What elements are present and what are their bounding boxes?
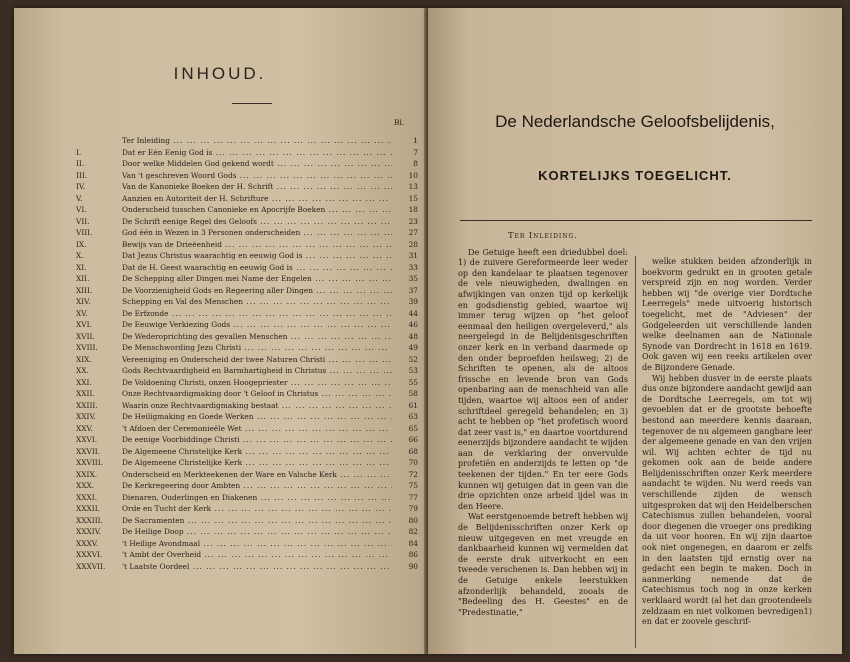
toc-page: 61 bbox=[408, 400, 418, 410]
toc-num: XXII. bbox=[76, 389, 95, 398]
toc-num: XXXIV. bbox=[76, 527, 102, 536]
toc-row bbox=[76, 296, 418, 308]
toc-title: De Algemeene Christelijke Kerk ... . bbox=[122, 446, 392, 458]
toc-row bbox=[76, 170, 418, 182]
toc-num: XXVI. bbox=[76, 435, 98, 444]
toc-row bbox=[76, 158, 418, 170]
toc-num: XXXII. bbox=[76, 504, 100, 513]
toc-title: De Voldoening Christi, onzen Hoogepriester ... . bbox=[122, 377, 392, 389]
toc-title: God één in Wezen in 3 Personen onderscheiden ... . bbox=[122, 227, 392, 239]
page-subtitle: KORTELIJKS TOEGELICHT. bbox=[538, 168, 732, 183]
toc-row bbox=[76, 273, 418, 285]
toc-row bbox=[76, 354, 418, 366]
toc-title: Gods Rechtvaardigheid en Barmhartigheid in Christus ... . bbox=[122, 365, 392, 377]
toc-page: 39 bbox=[408, 297, 418, 306]
toc-row bbox=[76, 561, 418, 573]
toc-row bbox=[76, 526, 418, 538]
toc-title: De Sacramenten ... . bbox=[122, 515, 392, 527]
header-rule bbox=[460, 220, 812, 221]
right-page bbox=[428, 8, 842, 654]
toc-page: 72 bbox=[408, 469, 418, 479]
toc-row bbox=[76, 216, 418, 228]
toc-num: IV. bbox=[76, 182, 86, 191]
toc-title: De Kerkregeering door Ambten ... . bbox=[122, 480, 392, 492]
toc-title: 't Ambt der Overheid ... . bbox=[122, 549, 392, 561]
toc-row bbox=[76, 538, 418, 550]
toc-title: Bewijs van de Drieëenheid ... . bbox=[122, 239, 392, 251]
section-heading: Ter Inleiding. bbox=[508, 230, 578, 240]
toc-title: Waarin onze Rechtvaardigmaking bestaat ... . bbox=[122, 400, 392, 412]
toc-title: Door welke Middelen God gekend wordt ... . bbox=[122, 158, 392, 170]
toc-num: XII. bbox=[76, 274, 90, 283]
toc-title: Van 't geschreven Woord Gods ... . bbox=[122, 170, 392, 182]
toc-row bbox=[76, 549, 418, 561]
toc-title: De Menschwording Jezu Christi ... . bbox=[122, 342, 392, 354]
page-title: De Nederlandsche Geloofsbelijdenis, bbox=[495, 112, 775, 131]
toc-title: Onderscheid tusschen Canonieke en Apocrijfe Boeken ... . bbox=[122, 204, 392, 216]
toc-page: 82 bbox=[408, 527, 418, 536]
toc-row bbox=[76, 503, 418, 515]
toc-num: XXXI. bbox=[76, 492, 98, 502]
toc-num: I. bbox=[76, 147, 82, 157]
toc-page: 10 bbox=[408, 170, 418, 180]
toc-row bbox=[76, 515, 418, 527]
toc-row bbox=[76, 193, 418, 205]
toc-title: Van de Kanonieke Boeken der H. Schrift ... . bbox=[122, 181, 392, 193]
toc-row bbox=[76, 457, 418, 469]
toc-num: VI. bbox=[76, 205, 87, 214]
toc-page: 48 bbox=[408, 331, 418, 341]
column-divider bbox=[635, 256, 636, 648]
toc-page: 31 bbox=[408, 251, 418, 260]
toc-num: XXIV. bbox=[76, 412, 96, 421]
toc-row bbox=[76, 181, 418, 193]
toc-page: 66 bbox=[408, 435, 418, 444]
toc-num: XIX. bbox=[76, 354, 92, 364]
toc-row bbox=[76, 308, 418, 320]
toc-num: XXV. bbox=[76, 423, 93, 433]
toc-page: 49 bbox=[408, 343, 418, 352]
toc-title: Vereeniging en Onderscheid der twee Naturen Christi ... . bbox=[122, 354, 392, 366]
toc-page: 86 bbox=[408, 550, 418, 559]
toc-num: XVI. bbox=[76, 320, 92, 329]
toc-num: III. bbox=[76, 170, 88, 180]
toc-row bbox=[76, 204, 418, 216]
toc-page: 52 bbox=[408, 354, 418, 364]
toc-row bbox=[76, 227, 418, 239]
toc-title: De Schrift eenige Regel des Geloofs ... . bbox=[122, 216, 392, 228]
toc-num: V. bbox=[76, 193, 83, 203]
toc-row bbox=[76, 446, 418, 458]
toc-page: 13 bbox=[408, 182, 418, 191]
toc-page: 33 bbox=[408, 262, 418, 272]
toc-title: INHOUD. bbox=[173, 64, 267, 83]
toc-page: 75 bbox=[408, 481, 418, 490]
toc-num: VII. bbox=[76, 216, 90, 226]
toc-page: 1 bbox=[413, 136, 418, 145]
toc-row bbox=[76, 388, 418, 400]
toc-num: XXI. bbox=[76, 377, 92, 387]
toc-row bbox=[76, 135, 418, 147]
toc-title: Schepping en Val des Menschen ... . bbox=[122, 296, 392, 308]
toc-row bbox=[76, 469, 418, 481]
toc-num: XVIII. bbox=[76, 343, 98, 352]
toc-page: 53 bbox=[408, 366, 418, 375]
toc-title: Dat er Eén Eenig God is ... . bbox=[122, 147, 392, 159]
toc-num: XXXVII. bbox=[76, 561, 106, 571]
toc-page: 23 bbox=[408, 216, 418, 226]
toc-title: Ter Inleiding ... . bbox=[122, 135, 392, 147]
toc-page: 27 bbox=[408, 228, 418, 237]
table-of-contents bbox=[76, 135, 418, 572]
toc-row bbox=[76, 342, 418, 354]
toc-row bbox=[76, 319, 418, 331]
toc-page: 44 bbox=[408, 308, 418, 318]
paragraph: welke stukken beiden afzonderlijk in boekvorm gedrukt en in grooten getale verspreid zijn en nog worden. Verder hebben wij "de overige vier Dordtsche Leerregels" mede uitvoerig historisch toegelicht, met de "Adviesen" der Godgeleerden uit verschillende landen welke deelnamen aan de Nationale Synode van Dordrecht in 1618 en 1619. Ook gaven wij een reeks artikelen over de Bijzondere Genade. bbox=[642, 256, 812, 372]
left-page bbox=[14, 8, 426, 654]
toc-row bbox=[76, 365, 418, 377]
toc-page: 84 bbox=[408, 538, 418, 548]
toc-title: 't Heilige Avondmaal ... . bbox=[122, 538, 392, 550]
toc-row bbox=[76, 492, 418, 504]
toc-title: De Wederoprichting des gevallen Menschen ... . bbox=[122, 331, 392, 343]
text-column-right bbox=[642, 256, 812, 627]
toc-num: IX. bbox=[76, 239, 87, 249]
toc-num: XXX. bbox=[76, 481, 95, 490]
toc-title: De Heilige Doop ... . bbox=[122, 526, 392, 538]
toc-num: XX. bbox=[76, 366, 89, 375]
toc-page: 79 bbox=[408, 504, 418, 513]
toc-page: 68 bbox=[408, 446, 418, 456]
toc-num: XV. bbox=[76, 308, 88, 318]
toc-row bbox=[76, 262, 418, 274]
toc-page: 90 bbox=[408, 561, 418, 571]
page-column-header: Bl. bbox=[394, 118, 405, 127]
toc-title: De Schepping aller Dingen mei Name der Engelen ... . bbox=[122, 273, 392, 285]
toc-row bbox=[76, 250, 418, 262]
toc-title: De Heiligmaking en Goede Werken ... . bbox=[122, 411, 392, 423]
toc-page: 77 bbox=[408, 492, 418, 502]
toc-page: 8 bbox=[413, 159, 418, 168]
toc-title: De Erfzonde ... . bbox=[122, 308, 392, 320]
toc-page: 55 bbox=[408, 377, 418, 387]
toc-title: De Eeuwige Verkiezing Gods ... . bbox=[122, 319, 392, 331]
toc-title: 't Laatste Oordeel ... . bbox=[122, 561, 392, 573]
toc-num: XXVII. bbox=[76, 446, 101, 456]
toc-num: XXXVI. bbox=[76, 550, 103, 559]
title-rule bbox=[232, 103, 272, 104]
toc-title: Onze Rechtvaardigmaking door 't Geloof in Christus ... . bbox=[122, 388, 392, 400]
toc-num: XI. bbox=[76, 262, 87, 272]
toc-title: Orde en Tucht der Kerk ... . bbox=[122, 503, 392, 515]
toc-num: XVII. bbox=[76, 331, 95, 341]
toc-page: 7 bbox=[413, 147, 418, 157]
toc-num: XXIX. bbox=[76, 469, 98, 479]
toc-row bbox=[76, 239, 418, 251]
toc-row bbox=[76, 411, 418, 423]
toc-page: 80 bbox=[408, 515, 418, 525]
toc-page: 18 bbox=[408, 205, 418, 214]
toc-page: 35 bbox=[408, 274, 418, 283]
paragraph: Wat eerstgenoemde betreft hebben wij de Belijdenisschriften onzer Kerk op nieuw uitgegeven en met vreugde en dankbaarheid kunnen wij vermelden dat de eerste druk uitverkocht en een tweede verschenen is. Dan hebben wij in de Getuige enkele leerstukken afzonderlijk behandeld, zooals de "Bedeeling des H. Geestes" en de "Predestinatie," bbox=[458, 511, 628, 617]
toc-row bbox=[76, 147, 418, 159]
toc-title: Aanzien en Autoriteit der H. Schrifture ... . bbox=[122, 193, 392, 205]
toc-num: XXIII. bbox=[76, 400, 98, 410]
toc-num: VIII. bbox=[76, 228, 93, 237]
toc-title: Onderscheid en Merkteekenen der Ware en Valsche Kerk ... . bbox=[122, 469, 392, 481]
toc-title: Dat de H. Geest waarachtig en eeuwig God is ... . bbox=[122, 262, 392, 274]
toc-title: Dat Jezus Christus waarachtig en eeuwig God is ... . bbox=[122, 250, 392, 262]
toc-num: XIV. bbox=[76, 297, 91, 306]
toc-row bbox=[76, 423, 418, 435]
toc-num: XIII. bbox=[76, 285, 93, 295]
toc-row bbox=[76, 331, 418, 343]
paragraph: Wij hebben dusver in de eerste plaats dus onze bijzondere aandacht gewijd aan de Dordtsche Leerregels, om tot wij gevoeblen dat er de grootste behoefte bestond aan meerdere kennis daaraan, tegenover de nu algemeen gangbare leer der algemeene genade en van den vrijen wil. Wij achten echter de tijd nu gekomen ook aan de beide andere Belijdenisschriften onzer Kerk meerdere aandacht te wijden. Nu werd reeds van verschillende zijden de wensch uitgesproken dat wij den Heidelberschen Catechismus zullen behandelen, vooral door diegenen die vroeger ons prediking da uit voor hooren. En wij zijn daartoe ook niet ongenegen, en daarom er zelfs in den laatsten tijd ernstig over na gedacht een begin te maken. Doch in aanmerking nemende dat de Catechismus toch nog in onze kerken verklaard wordt (al het dan grootendeels zeldzaam en niet volkomen bevredigen1) en dat er zoovele geschrif- bbox=[642, 372, 812, 627]
toc-title: De eenige Voorbiddinge Christi ... . bbox=[122, 434, 392, 446]
paragraph: De Getuige heeft een driedubbel doel: 1) de zuivere Gereformeerde leer weder op den kandelaar te plaatsen tegenover de vele nieuwigheden, dwalingen en afwijkingen van onzen tijd op kerkelijk en godsdienstig gebied, waartoe wij immer terug wijzen op "het geloof eenmaal den heiligen overgeleverd," als neergelegd in de Belijdenisgeschriften onzer kerk en in verband daarmede op den onder beproefden heilsweg; 2) de Schriften te openen, als de altoos frissche en levende bron van Gods openbaring aan de menschheid van alle tijden, waartoe wij altoos een of ander schriftdeel geregeld behandelen; en 3) acht te hebben op "het profetisch woord dat zeer vast is," en daartoe voortdurend eenerzijds bijzondere aandacht te wijden aan de verklaring der onvervulde profetiën en anderzijds te letten op "de teekenen der tijden." En ter eere Gods kunnen wij getuigen dat in geen van die drie opzichten onze arbeid ijdel was in den Heere. bbox=[458, 246, 628, 511]
toc-title: De Voorzienigheid Gods en Regeering aller Dingen ... . bbox=[122, 285, 392, 297]
toc-row bbox=[76, 377, 418, 389]
toc-title: De Algemeene Christelijke Kerk ... . bbox=[122, 457, 392, 469]
toc-page: 58 bbox=[408, 389, 418, 398]
toc-num: XXXV. bbox=[76, 538, 99, 548]
toc-num: XXVIII. bbox=[76, 458, 103, 467]
toc-title: Dienaren, Ouderlingen en Diakenen ... . bbox=[122, 492, 392, 504]
toc-row bbox=[76, 434, 418, 446]
toc-title: 't Afdoen der Ceremonieële Wet ... . bbox=[122, 423, 392, 435]
text-column-left bbox=[458, 230, 628, 617]
toc-page: 70 bbox=[408, 458, 418, 467]
toc-page: 37 bbox=[408, 285, 418, 295]
toc-num: II. bbox=[76, 159, 85, 168]
toc-row bbox=[76, 285, 418, 297]
toc-page: 63 bbox=[408, 412, 418, 421]
toc-row bbox=[76, 400, 418, 412]
toc-page: 46 bbox=[408, 320, 418, 329]
toc-num: X. bbox=[76, 251, 84, 260]
toc-page: 15 bbox=[408, 193, 418, 203]
toc-page: 65 bbox=[408, 423, 418, 433]
toc-num: XXXIII. bbox=[76, 515, 103, 525]
toc-row bbox=[76, 480, 418, 492]
toc-page: 28 bbox=[408, 239, 418, 249]
